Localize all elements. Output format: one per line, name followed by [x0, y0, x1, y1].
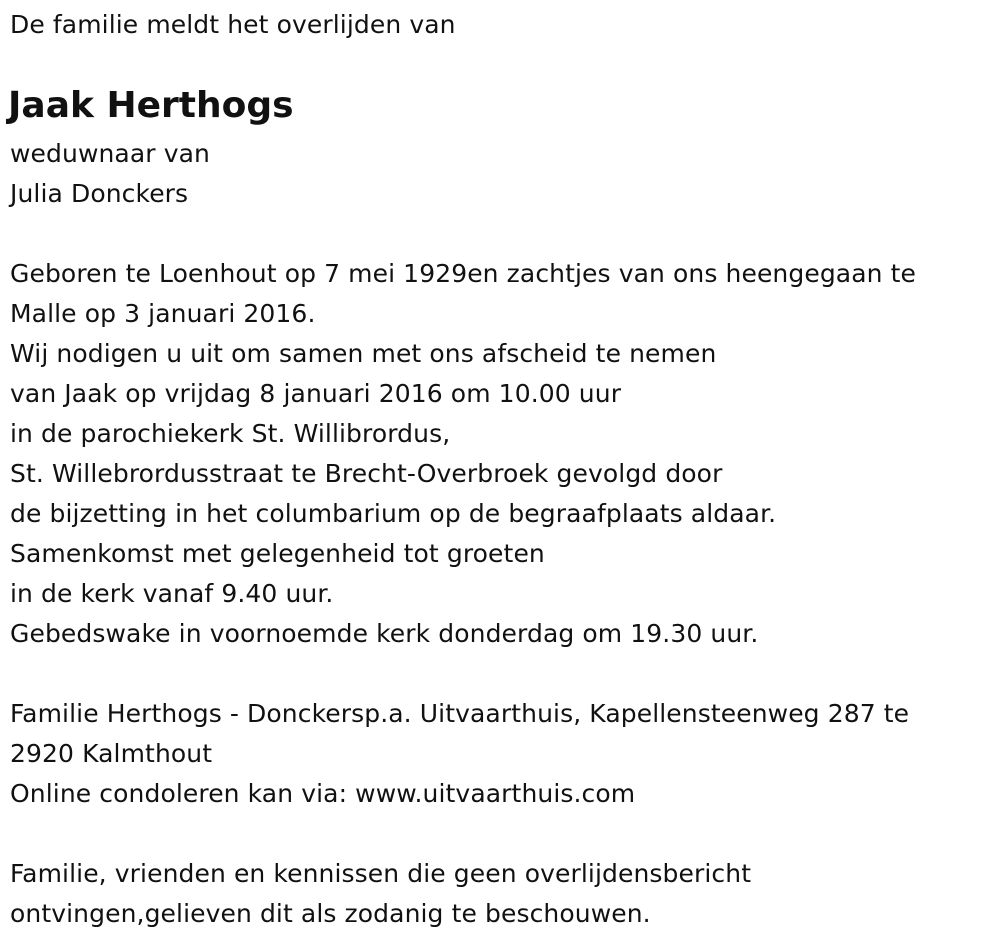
detail-line: van Jaak op vrijdag 8 januari 2016 om 10.00 uur — [10, 379, 622, 408]
intro-text: De familie meldt het overlijden van — [10, 10, 456, 39]
notice-line: Familie, vrienden en kennissen die geen overlijdensbericht — [10, 859, 752, 888]
family-line: Familie Herthogs - Donckersp.a. Uitvaarthuis, Kapellensteenweg 287 te — [10, 699, 910, 728]
detail-line: Wij nodigen u uit om samen met ons afscheid te nemen — [10, 339, 717, 368]
detail-line: in de parochiekerk St. Willibrordus, — [10, 419, 451, 448]
spouse-block — [10, 134, 210, 214]
detail-line: Geboren te Loenhout op 7 mei 1929en zachtjes van ons heengegaan te — [10, 259, 917, 288]
detail-line: de bijzetting in het columbarium op de begraafplaats aldaar. — [10, 499, 777, 528]
detail-line: Samenkomst met gelegenheid tot groeten — [10, 539, 545, 568]
notice-line: ontvingen,gelieven dit als zodanig te beschouwen. — [10, 899, 651, 928]
condolence-line: Online condoleren kan via: www.uitvaarthuis.com — [10, 779, 636, 808]
detail-line: in de kerk vanaf 9.40 uur. — [10, 579, 334, 608]
spouse-line: weduwnaar van — [10, 139, 210, 168]
notice-block — [10, 854, 751, 934]
deceased-name: Jaak Herthogs — [8, 85, 294, 126]
family-line: 2920 Kalmthout — [10, 739, 213, 768]
details-block — [10, 254, 916, 654]
spouse-line: Julia Donckers — [10, 179, 189, 208]
family-block — [10, 694, 909, 814]
detail-line: St. Willebrordusstraat te Brecht-Overbroek gevolgd door — [10, 459, 723, 488]
detail-line: Gebedswake in voornoemde kerk donderdag om 19.30 uur. — [10, 619, 759, 648]
detail-line: Malle op 3 januari 2016. — [10, 299, 316, 328]
